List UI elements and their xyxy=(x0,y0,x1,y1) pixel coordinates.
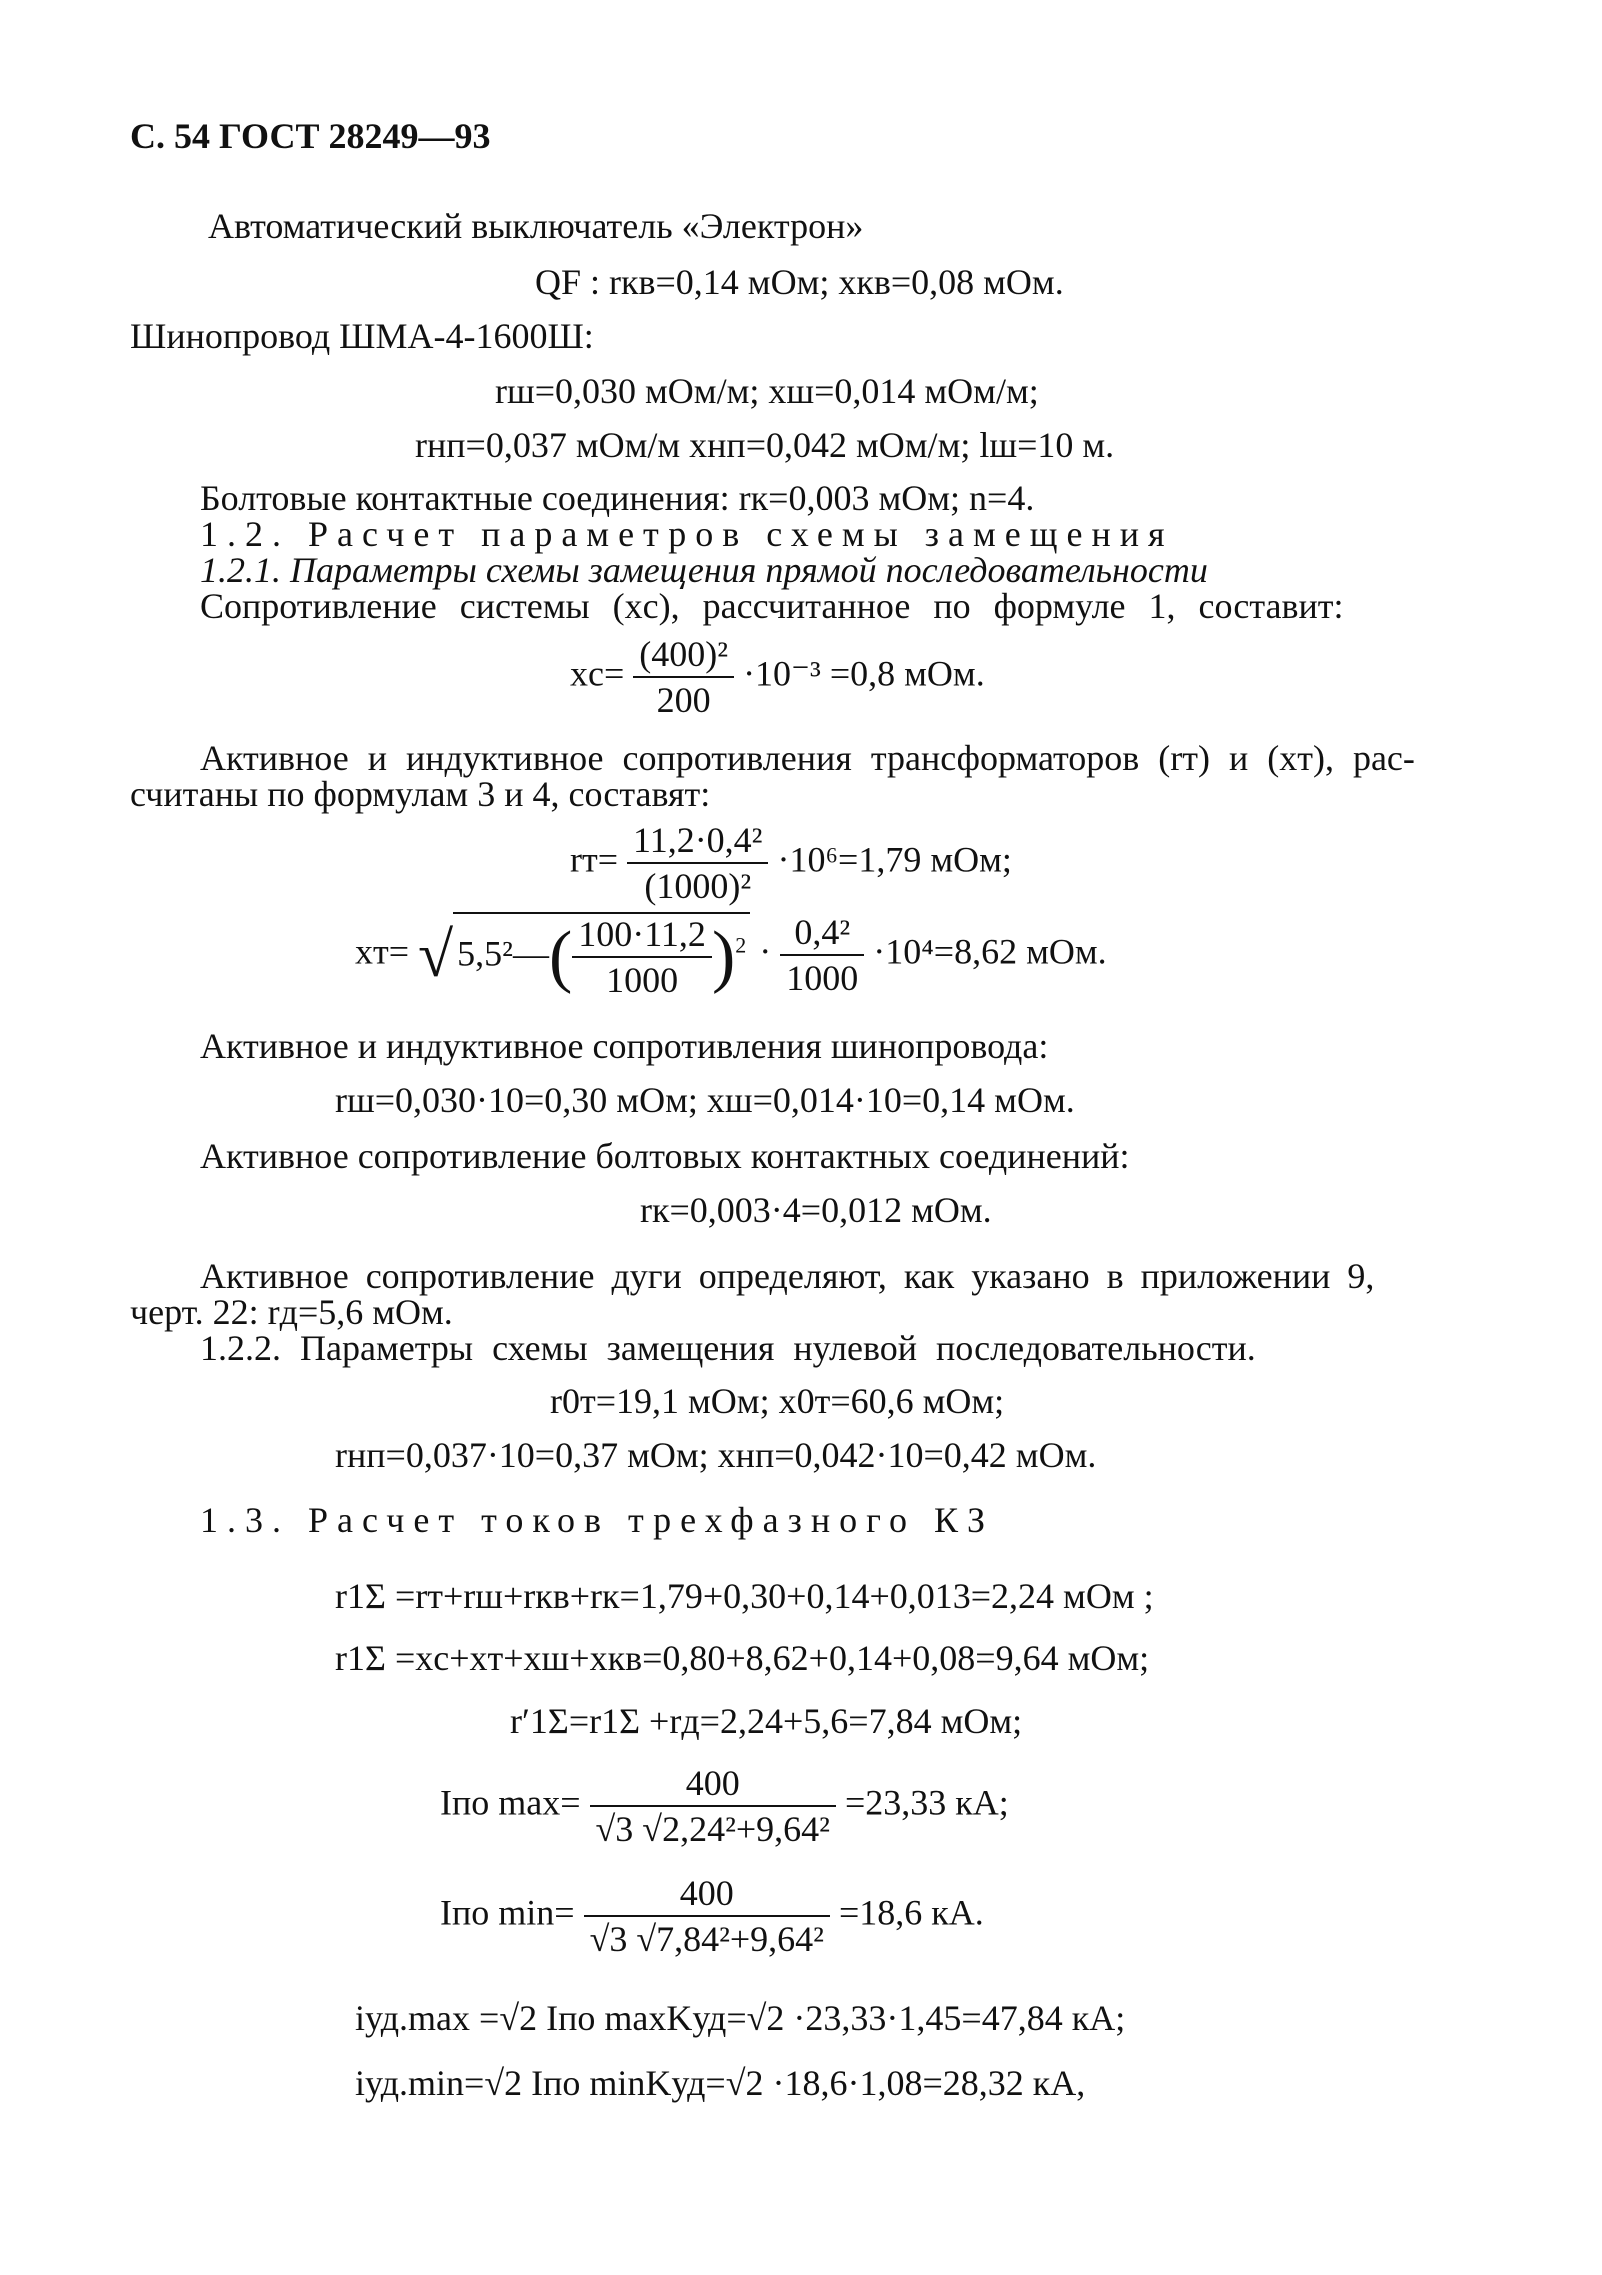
imin-numerator: 400 xyxy=(584,1875,830,1917)
zero-line-2: rнп=0,037·10=0,37 мОм; xнп=0,042·10=0,42 мОм. xyxy=(335,1435,1097,1475)
xt-mult-numerator: 0,4² xyxy=(780,914,864,956)
transformer-text-1: Активное и индуктивное сопротивления трансформаторов (rт) и (xт), рас- xyxy=(200,738,1415,778)
xc-lhs: xс= xyxy=(570,653,625,694)
rt-denominator: (1000)² xyxy=(644,866,752,906)
rt-numerator: 11,2·0,4² xyxy=(627,822,768,864)
bolt-text: Активное сопротивление болтовых контактных соединений: xyxy=(200,1136,1130,1176)
imax-fraction xyxy=(590,1765,836,1847)
imax-formula xyxy=(440,1765,1009,1847)
xt-mult-denominator: 1000 xyxy=(786,958,859,998)
sum-x-formula: r1Σ =xс+xт+xш+xкв=0,80+8,62+0,14+0,08=9,64 мОм; xyxy=(335,1638,1150,1678)
sum-r-prime-formula: r′1Σ=r1Σ +rд=2,24+5,6=7,84 мОм; xyxy=(510,1701,1023,1741)
arc-text-1: Активное сопротивление дуги определяют, как указано в приложении 9, xyxy=(200,1256,1375,1296)
xc-fraction xyxy=(633,636,734,718)
system-text: Сопротивление системы (xс), рассчитанное по формуле 1, составит: xyxy=(200,586,1344,626)
imin-rhs: =18,6 кА. xyxy=(838,1892,984,1933)
iud-max-formula: iуд.max =√2 Iпо maxKуд=√2 ·23,33·1,45=47,84 кА; xyxy=(355,1998,1126,2038)
imin-formula xyxy=(440,1875,984,1957)
xc-rhs: ·10⁻³ =0,8 мОм. xyxy=(743,653,985,694)
rt-rhs: ·10⁶=1,79 мОм; xyxy=(777,839,1012,880)
xt-square: 2 xyxy=(735,932,747,958)
section-1-2-2: 1.2.2. Параметры схемы замещения нулевой последовательности. xyxy=(200,1328,1256,1368)
rt-fraction xyxy=(627,822,768,904)
busway-line-1: rш=0,030 мОм/м; xш=0,014 мОм/м; xyxy=(495,371,1039,411)
xt-formula xyxy=(355,912,1107,998)
section-1-3: 1.3. Расчет токов трехфазного КЗ xyxy=(200,1500,995,1540)
bolt-contacts-line: Болтовые контактные соединения: rк=0,003 мОм; n=4. xyxy=(200,478,1035,518)
page-header: С. 54 ГОСТ 28249—93 xyxy=(130,116,491,156)
busway-line-2: rнп=0,037 мОм/м xнп=0,042 мОм/м; lш=10 м. xyxy=(415,425,1115,465)
paren-left-icon: ( xyxy=(548,918,573,995)
xt-inner-denominator: 1000 xyxy=(606,960,679,1000)
xc-numerator: (400)² xyxy=(633,636,734,678)
dot-icon: · xyxy=(759,931,781,972)
busway-title: Шинопровод ШМА-4-1600Ш: xyxy=(130,316,594,356)
imax-numerator: 400 xyxy=(590,1765,836,1807)
arc-text-2: черт. 22: rд=5,6 мОм. xyxy=(130,1292,453,1332)
section-1-2-1: 1.2.1. Параметры схемы замещения прямой последовательности xyxy=(200,550,1208,590)
busbar-formula: rш=0,030·10=0,30 мОм; xш=0,014·10=0,14 мОм. xyxy=(335,1080,1075,1120)
imax-rhs: =23,33 кА; xyxy=(844,1782,1009,1823)
imax-lhs: Iпо max= xyxy=(440,1782,581,1823)
xc-denominator: 200 xyxy=(656,680,711,720)
bolt-formula: rк=0,003·4=0,012 мОм. xyxy=(640,1190,992,1230)
xt-mult-fraction xyxy=(780,914,864,996)
xc-formula xyxy=(570,636,985,718)
xt-lhs: xт= xyxy=(355,931,410,972)
paren-right-icon: ) xyxy=(711,918,736,995)
transformer-text-2: считаны по формулам 3 и 4, составят: xyxy=(130,774,711,814)
sum-r-formula: r1Σ =rт+rш+rкв+rк=1,79+0,30+0,14+0,013=2,24 мОм ; xyxy=(335,1576,1154,1616)
xt-inner-fraction xyxy=(572,916,712,998)
xt-inner-numerator: 100·11,2 xyxy=(572,916,712,958)
zero-line-1: r0т=19,1 мОм; x0т=60,6 мОм; xyxy=(550,1381,1005,1421)
sqrt-icon: √ xyxy=(418,919,454,990)
rt-formula xyxy=(570,822,1012,904)
xt-radical xyxy=(418,912,750,998)
xt-radicand xyxy=(453,912,750,998)
xt-rad-part: 5,5²— xyxy=(457,933,549,974)
breaker-formula: QF : rкв=0,14 мОм; xкв=0,08 мОм. xyxy=(535,262,1064,302)
breaker-title: Автоматический выключатель «Электрон» xyxy=(208,206,864,246)
iud-min-formula: iуд.min=√2 Iпо minKуд=√2 ·18,6·1,08=28,32 кА, xyxy=(355,2063,1086,2103)
section-1-2: 1.2. Расчет параметров схемы замещения xyxy=(200,514,1174,554)
imax-denominator: √3 √2,24²+9,64² xyxy=(595,1809,830,1849)
imin-lhs: Iпо min= xyxy=(440,1892,575,1933)
rt-lhs: rт= xyxy=(570,839,619,880)
busbar-text: Активное и индуктивное сопротивления шинопровода: xyxy=(200,1026,1049,1066)
imin-fraction xyxy=(584,1875,830,1957)
imin-denominator: √3 √7,84²+9,64² xyxy=(589,1919,824,1959)
xt-rhs: ·10⁴=8,62 мОм. xyxy=(873,931,1107,972)
